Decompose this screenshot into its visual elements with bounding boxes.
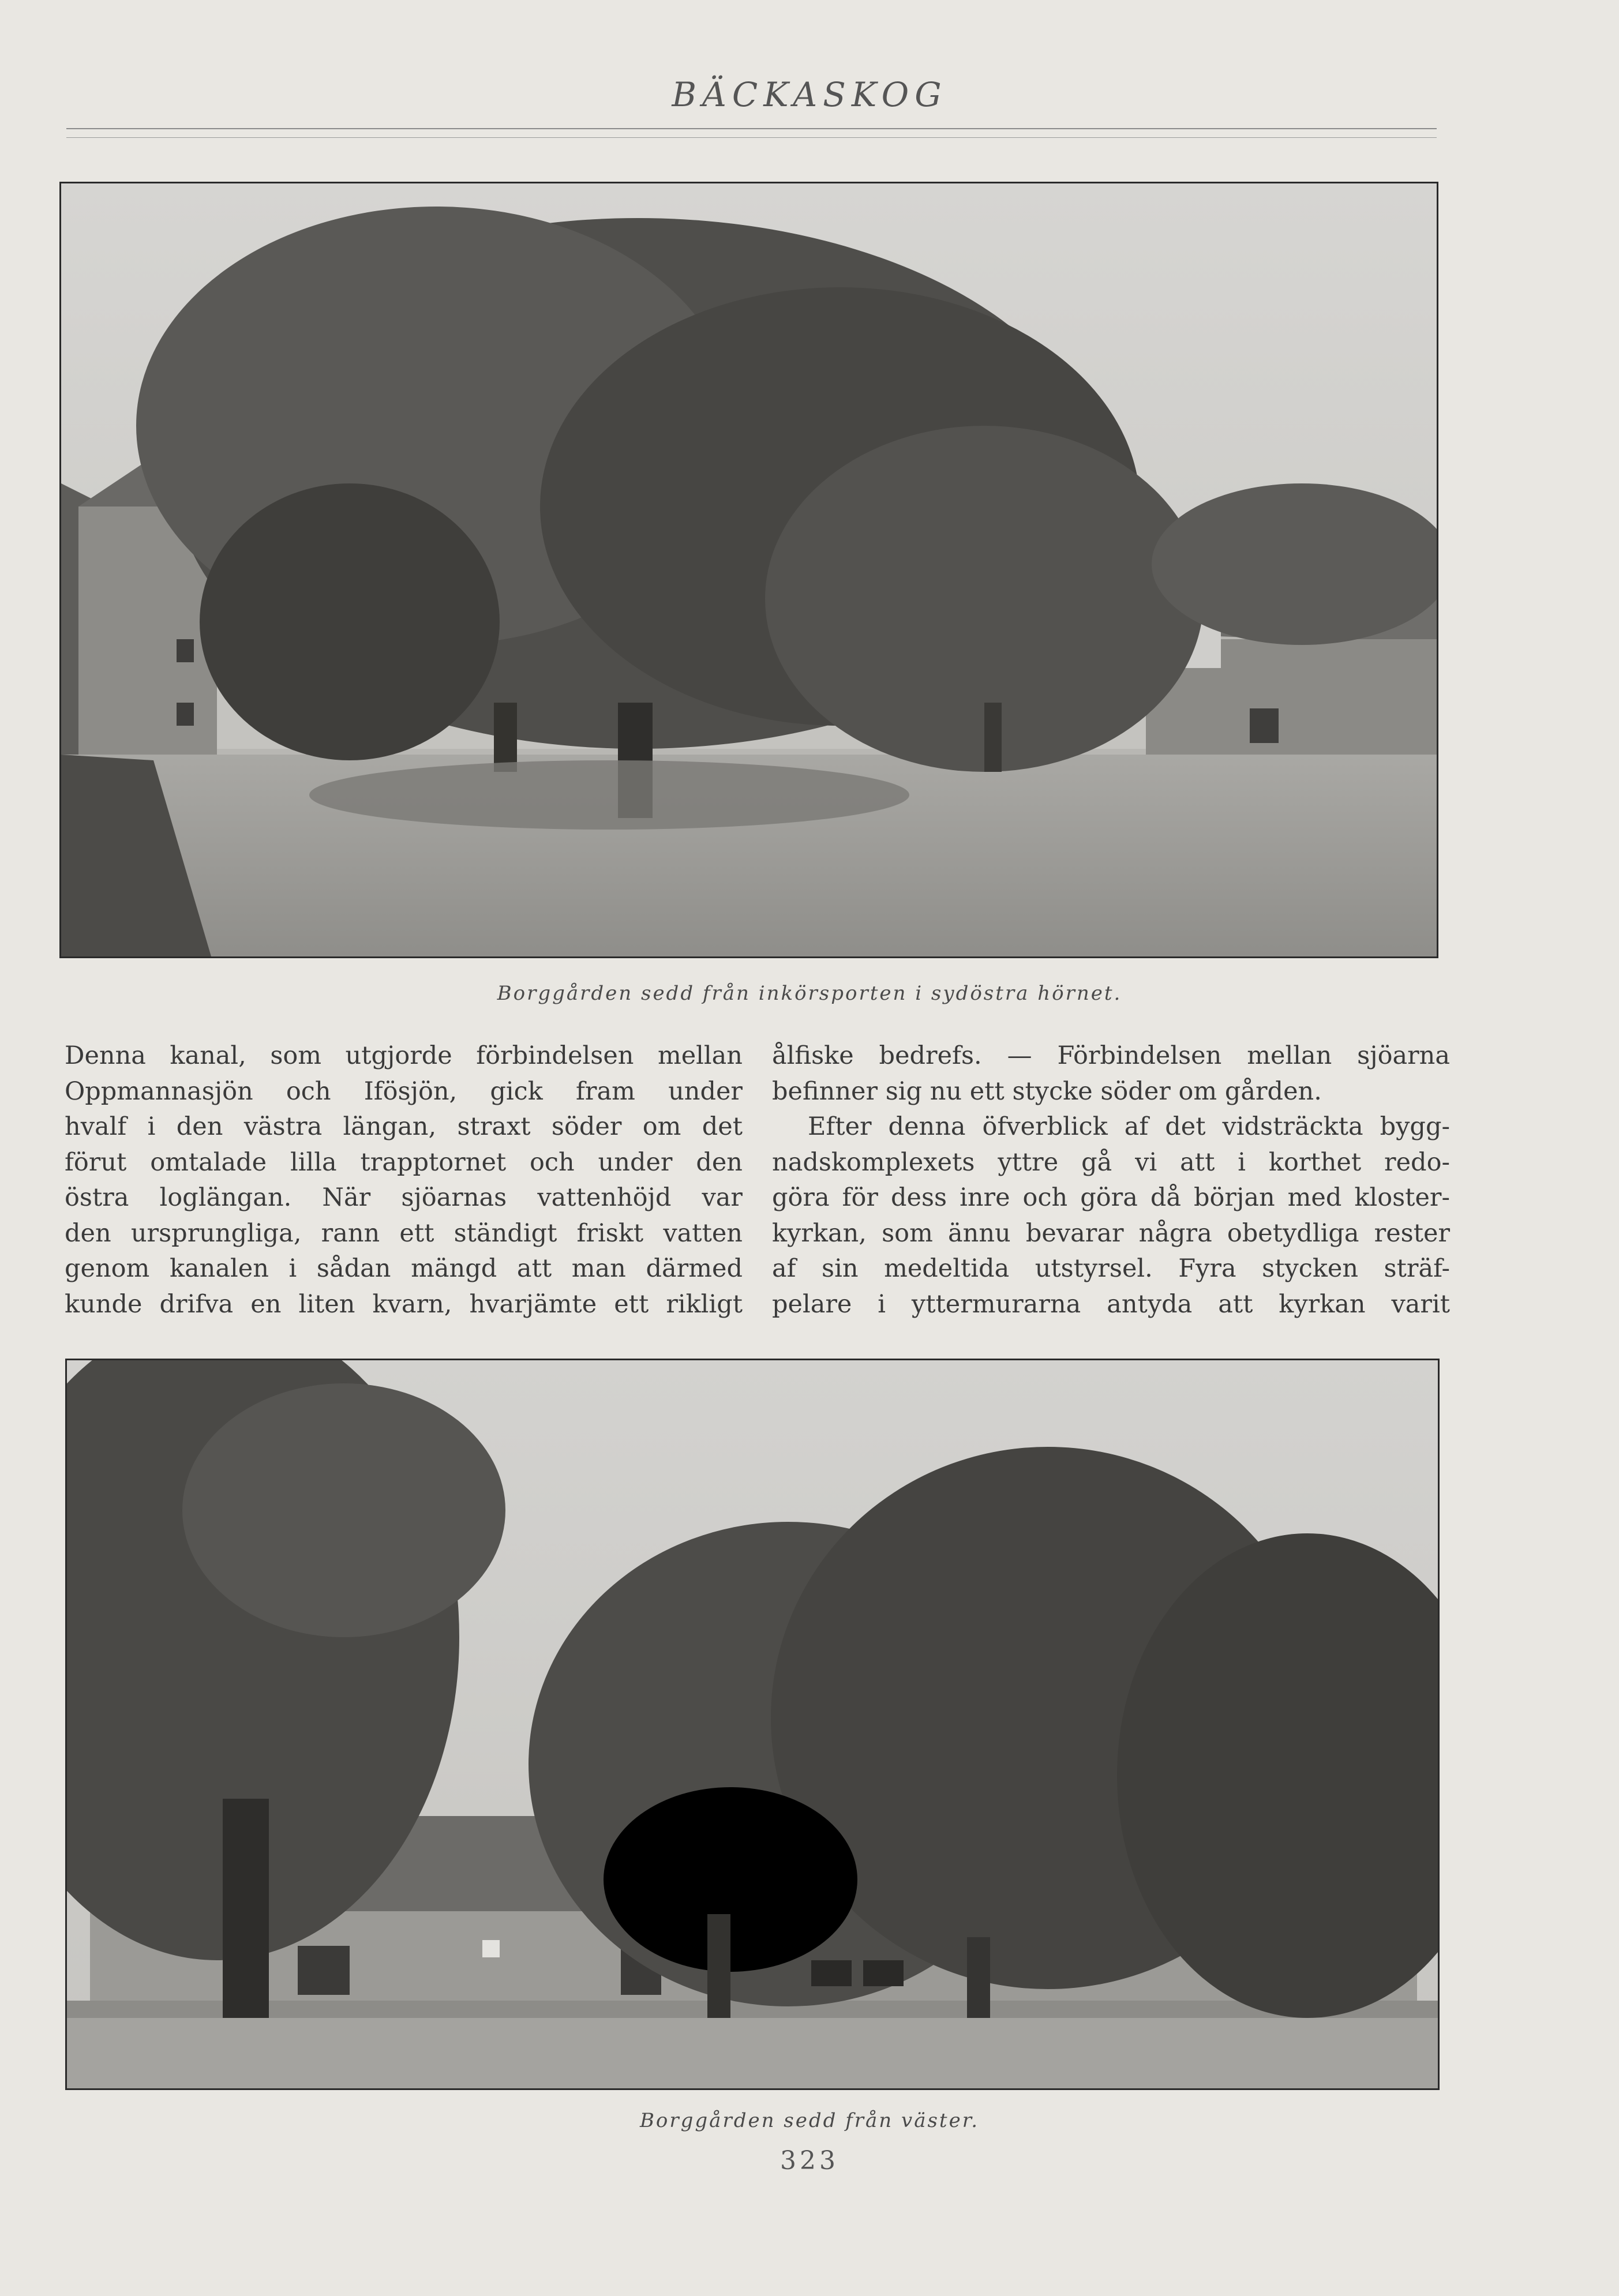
text-column-left <box>65 1038 743 1322</box>
text-line: hvalf i den västra längan, straxt söder om det <box>65 1112 743 1141</box>
text-line: af sin medeltida utstyrsel. Fyra stycken sträf- <box>772 1254 1450 1283</box>
text-line: Oppmannasjön och Ifösjön, gick fram under <box>65 1076 743 1106</box>
text-line: Denna kanal, som utgjorde förbindelsen mellan <box>65 1041 743 1070</box>
text-line: befinner sig nu ett stycke söder om gården. <box>772 1076 1322 1106</box>
header-rule-thin <box>66 137 1437 138</box>
header-rule <box>66 128 1437 129</box>
figure-caption-2: Borggården sedd från väster. <box>639 2109 980 2132</box>
text-line: östra loglängan. När sjöarnas vattenhöjd var <box>65 1183 743 1212</box>
text-line: ålfiske bedrefs. — Förbindelsen mellan sjöarna <box>772 1041 1450 1070</box>
text-line: kunde drifva en liten kvarn, hvarjämte ett rikligt <box>65 1289 743 1319</box>
text-column-right <box>772 1038 1450 1322</box>
text-line: pelare i yttermurarna antyda att kyrkan varit <box>772 1289 1450 1319</box>
text-line: Efter denna öfverblick af det vidsträckta bygg- <box>808 1112 1450 1141</box>
photo-courtyard-from-west <box>65 1359 1440 2090</box>
text-line: den ursprungliga, rann ett ständigt friskt vatten <box>65 1218 743 1248</box>
running-head: BÄCKASKOG <box>672 75 947 114</box>
text-line: kyrkan, som ännu bevarar några obetydliga rester <box>772 1218 1450 1248</box>
text-line: nadskomplexets yttre gå vi att i korthet redo- <box>772 1147 1450 1177</box>
photo-courtyard-from-gate <box>59 182 1438 958</box>
text-line: genom kanalen i sådan mängd att man därmed <box>65 1254 743 1283</box>
text-line: göra för dess inre och göra då början med kloster- <box>772 1183 1450 1212</box>
figure-caption-1: Borggården sedd från inkörsporten i sydöstra hörnet. <box>497 982 1122 1005</box>
text-line: förut omtalade lilla trapptornet och under den <box>65 1147 743 1177</box>
page-number: 323 <box>780 2146 839 2175</box>
